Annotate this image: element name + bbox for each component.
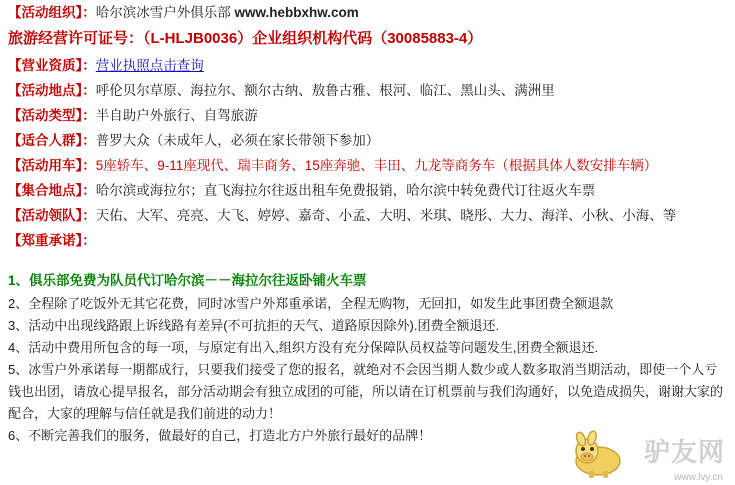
- info-row-vehicles: [0, 153, 735, 178]
- colon-type: ：: [82, 108, 96, 123]
- value-vehicles: 5座轿车、9-11座现代、瑞丰商务、15座奔驰、丰田、九龙等商务车（根据具体人数安排车辆）: [95, 158, 658, 173]
- label-promise: 【郑重承诺】: [8, 233, 83, 248]
- value-organizer: 哈尔滨冰雪户外俱乐部: [95, 5, 231, 20]
- info-row-type: [0, 103, 735, 128]
- label-audience: 【适合人群】: [8, 133, 83, 148]
- colon-organizer: ：: [82, 5, 96, 20]
- info-row-promise-header: [0, 228, 735, 253]
- colon-audience: ：: [82, 133, 96, 148]
- business-license-link[interactable]: 营业执照点击查询: [95, 58, 204, 73]
- label-location: 【活动地点】: [8, 83, 83, 98]
- info-row-leaders: [0, 203, 735, 228]
- list-item: 5、冰雪户外承诺每一期都成行，只要我们接受了您的报名，就绝对不会因当期人数少或人数多取消当期活动，即使一个人亏钱也出团，请放心提早报名，部分活动期会有独立成团的可能，所以请在订机票前与我们沟通好，以免造成损失，谢谢大家的配合，大家的理解与信任就是我们前进的动力！: [8, 362, 724, 421]
- label-leaders: 【活动领队】: [8, 208, 83, 223]
- list-item: 3、活动中出现线路跟上诉线路有差异(不可抗拒的天气、道路原因除外).团费全额退还.: [8, 318, 500, 333]
- label-meeting-point: 【集合地点】: [8, 183, 83, 198]
- list-item: 6、不断完善我们的服务，做最好的自己，打造北方户外旅行最好的品牌！: [8, 428, 432, 443]
- label-vehicles: 【活动用车】: [8, 158, 83, 173]
- promise-list: [0, 293, 735, 447]
- info-row-audience: [0, 128, 735, 153]
- watermark-text: 驴友网: [643, 437, 725, 467]
- info-row-location: [0, 78, 735, 103]
- colon-vehicles: ：: [82, 158, 96, 173]
- info-row-meeting-point: [0, 178, 735, 203]
- label-license: 旅游经营许可证号：（L-HLJB0036）企业组织机构代码（30085883-4）: [8, 30, 483, 47]
- promise-title: 1、俱乐部免费为队员代订哈尔滨－－海拉尔往返卧铺火车票: [8, 273, 367, 288]
- organizer-website-link[interactable]: www.hebbxhw.com: [234, 5, 359, 20]
- value-leaders: 天佑、大军、亮亮、大飞、婷婷、嘉奇、小孟、大明、米琪、晓彤、大力、海洋、小秋、小海、等: [95, 208, 677, 223]
- colon-promise: ：: [82, 233, 96, 248]
- value-audience: 普罗大众（未成年人，必须在家长带领下参加）: [95, 133, 380, 148]
- label-qualification: 【营业资质】: [8, 58, 83, 73]
- watermark-subtext: www.lvy.cn: [674, 472, 723, 483]
- value-location: 呼伦贝尔草原、海拉尔、额尔古纳、敖鲁古雅、根河、临江、黑山头、满洲里: [95, 83, 555, 98]
- label-type: 【活动类型】: [8, 108, 83, 123]
- info-row-license: [0, 25, 735, 53]
- value-type: 半自助户外旅行、自驾旅游: [95, 108, 258, 123]
- colon-location: ：: [82, 83, 96, 98]
- colon-meeting-point: ：: [82, 183, 96, 198]
- section-spacer: [0, 253, 735, 269]
- info-row-organizer: [0, 0, 735, 25]
- info-row-qualification: [0, 53, 735, 78]
- value-meeting-point: 哈尔滨或海拉尔；直飞海拉尔往返出租车免费报销，哈尔滨中转免费代订往返火车票: [95, 183, 596, 198]
- list-item: 4、活动中费用所包含的每一项，与原定有出入,组织方没有充分保障队员权益等问题发生,团费全额退还.: [8, 340, 599, 355]
- colon-leaders: ：: [82, 208, 96, 223]
- label-organizer: 【活动组织】: [8, 5, 83, 20]
- colon-qualification: ：: [82, 58, 96, 73]
- list-item: 2、全程除了吃饭外无其它花费，同时冰雪户外郑重承诺，全程无购物，无回扣，如发生此事团费全额退款: [8, 296, 614, 311]
